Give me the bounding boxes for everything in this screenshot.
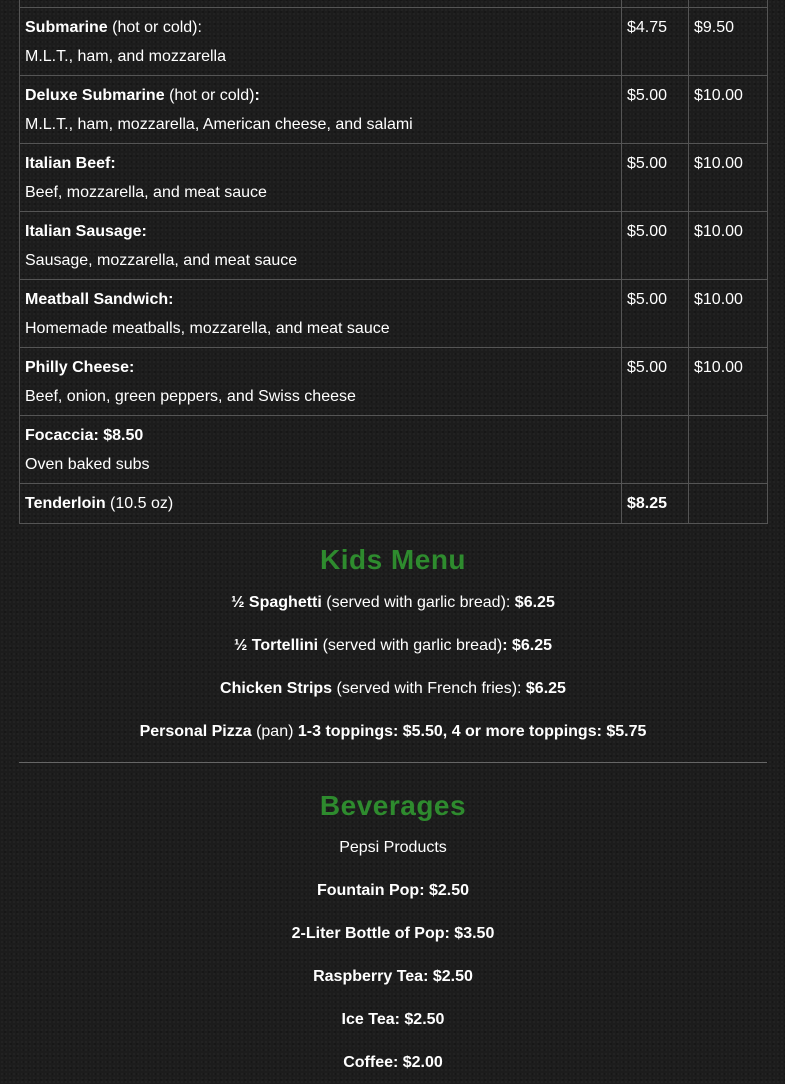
kids-item-price: $6.25 — [514, 594, 555, 611]
small-price — [622, 416, 689, 484]
kids-item-name: Chicken Strips — [220, 680, 333, 697]
item-colon: : — [254, 87, 260, 104]
kids-item-name: ½ Spaghetti — [231, 594, 322, 611]
beverages-subtitle: Pepsi Products — [339, 839, 447, 856]
table-row — [20, 144, 768, 212]
item-description: M.L.T., ham, and mozzarella — [25, 48, 226, 65]
item-description: M.L.T., ham, mozzarella, American cheese, and salami — [25, 116, 413, 133]
item-note: (10.5 oz) — [110, 495, 174, 512]
item-cell — [20, 484, 622, 524]
small-price: $5.00 — [622, 212, 689, 280]
table-row — [20, 484, 768, 524]
item-name: Philly Cheese: — [25, 359, 135, 376]
large-price: $10.00 — [689, 76, 768, 144]
large-price: $10.00 — [689, 280, 768, 348]
kids-item-price: $6.25 — [525, 680, 566, 697]
table-row — [20, 280, 768, 348]
kids-item-price: 1-3 toppings: $5.50, 4 or more toppings: $5.75 — [297, 723, 647, 740]
list-item: Ice Tea: $2.50 — [341, 1011, 445, 1028]
menu-page — [19, 0, 767, 1084]
kids-item-name: ½ Tortellini — [233, 637, 319, 654]
large-price: $10.00 — [689, 348, 768, 416]
table-row — [20, 416, 768, 484]
small-price: $5.00 — [622, 144, 689, 212]
kids-menu-heading: Kids Menu — [319, 544, 467, 575]
beverages-heading: Beverages — [319, 790, 467, 821]
item-cell — [20, 280, 622, 348]
large-price: $10.00 — [689, 144, 768, 212]
list-item: Fountain Pop: $2.50 — [316, 882, 469, 899]
item-note: (hot or cold) — [169, 87, 255, 104]
item-cell — [20, 8, 622, 76]
item-name: Italian Sausage: — [25, 223, 147, 240]
kids-item-note: (served with garlic bread): — [321, 594, 515, 611]
large-price — [689, 416, 768, 484]
small-price: $8.25 — [622, 484, 689, 524]
table-row-cut-off — [20, 0, 768, 8]
small-price: $5.00 — [622, 76, 689, 144]
beverages-list — [19, 826, 767, 1084]
item-description: Oven baked subs — [25, 456, 150, 473]
item-description: Sausage, mozzarella, and meat sauce — [25, 252, 298, 269]
table-row — [20, 8, 768, 76]
large-price — [689, 484, 768, 524]
item-cell — [20, 416, 622, 484]
list-item — [19, 667, 767, 710]
item-description: Beef, onion, green peppers, and Swiss cheese — [25, 388, 356, 405]
kids-item-note: (pan) — [251, 723, 298, 740]
kids-item-price: : $6.25 — [502, 637, 553, 654]
table-row — [20, 348, 768, 416]
small-price: $5.00 — [622, 280, 689, 348]
list-item: 2-Liter Bottle of Pop: $3.50 — [291, 925, 495, 942]
item-description: Homemade meatballs, mozzarella, and meat sauce — [25, 320, 390, 337]
item-cell — [20, 212, 622, 280]
table-row — [20, 76, 768, 144]
small-price: $4.75 — [622, 8, 689, 76]
small-price: $5.00 — [622, 348, 689, 416]
list-item: Raspberry Tea: $2.50 — [313, 968, 473, 985]
item-name: Italian Beef: — [25, 155, 116, 172]
item-name: Deluxe Submarine — [25, 87, 165, 104]
kids-item-name: Personal Pizza — [139, 723, 252, 740]
item-cell — [20, 348, 622, 416]
item-name: Submarine — [25, 19, 108, 36]
item-note: (hot or cold): — [112, 19, 202, 36]
large-price: $9.50 — [689, 8, 768, 76]
list-item — [19, 710, 767, 753]
large-price: $10.00 — [689, 212, 768, 280]
item-name: Meatball Sandwich: — [25, 291, 174, 308]
kids-item-note: (served with French fries): — [332, 680, 526, 697]
item-name: Focaccia: $8.50 — [25, 427, 144, 444]
list-item: Coffee: $2.00 — [343, 1054, 443, 1071]
item-name: Tenderloin — [25, 495, 106, 512]
list-item — [19, 581, 767, 624]
subs-price-table — [19, 0, 768, 524]
table-row — [20, 212, 768, 280]
kids-item-note: (served with garlic bread) — [318, 637, 503, 654]
item-cell — [20, 76, 622, 144]
section-divider — [19, 762, 767, 763]
item-cell — [20, 144, 622, 212]
list-item — [19, 624, 767, 667]
kids-menu-list — [19, 581, 767, 753]
item-description: Beef, mozzarella, and meat sauce — [25, 184, 267, 201]
